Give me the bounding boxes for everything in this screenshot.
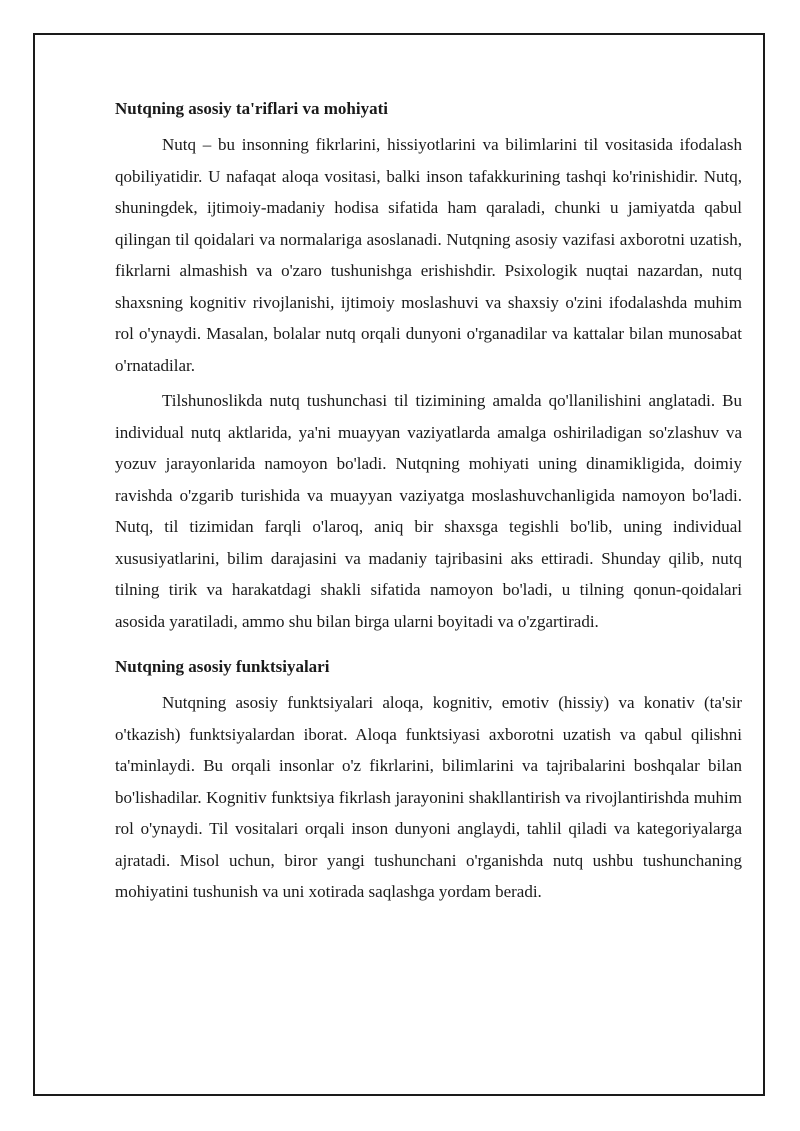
section-heading-functions: Nutqning asosiy funktsiyalari — [115, 657, 330, 676]
paragraph-linguistics: Tilshunoslikda nutq tushunchasi til tizimining amalda qo'llanilishini anglatadi. Bu individual nutq aktlarida, ya'ni muayyan vaziyatlarda amalga oshiriladigan so'zlashuv va yozuv jarayonlarida namoyon bo'ladi. Nutqning mohiyati uning dinamikligida, doimiy ravishda o'zgarib turishida va muayyan vaziyatga moslashuvchanligida namoyon bo'ladi. Nutq, til tizimidan farqli o'laroq, aniq bir shaxsga tegishli bo'lib, uning individual xususiyatlarini, bilim darajasini va madaniy tajribasini aks ettiradi. Shunday qilib, nutq tilning tirik va harakatdagi shakli sifatida namoyon bo'ladi, u tilning qonun-qoidalari asosida yaratiladi, ammo shu bilan birga ularni boyitadi va o'zgartiradi. — [115, 391, 742, 631]
section-heading-definitions: Nutqning asosiy ta'riflari va mohiyati — [115, 99, 388, 118]
section-spacer — [115, 641, 742, 655]
document-body — [115, 97, 742, 912]
paragraph-definition: Nutq – bu insonning fikrlarini, hissiyotlarini va bilimlarini til vositasida ifodalash qobiliyatidir. U nafaqat aloqa vositasi, balki inson tafakkurining tashqi ko'rinishidir. Nutq, shuningdek, ijtimoiy-madaniy hodisa sifatida ham qaraladi, chunki u jamiyatda qabul qilingan til qoidalari va normalariga asoslanadi. Nutqning asosiy vazifasi axborotni uzatish, fikrlarni almashish va o'zaro tushunishga erishishdir. Psixologik nuqtai nazardan, nutq shaxsning kognitiv rivojlanishi, ijtimoiy moslashuvi va shaxsiy o'zini ifodalashda muhim rol o'ynaydi. Masalan, bolalar nutq orqali dunyoni o'rganadilar va kattalar bilan munosabat o'rnatadilar. — [115, 135, 742, 375]
paragraph-functions: Nutqning asosiy funktsiyalari aloqa, kognitiv, emotiv (hissiy) va konativ (ta'sir o'tkazish) funktsiyalardan iborat. Aloqa funktsiyasi axborotni uzatish va qabul qilishni ta'minlaydi. Bu orqali insonlar o'z fikrlarini, bilimlarini va tajribalarini boshqalar bilan bo'lishadilar. Kognitiv funktsiya fikrlash jarayonini shakllantirish va rivojlantirishda muhim rol o'ynaydi. Til vositalari orqali inson dunyoni anglaydi, tahlil qiladi va kategoriyalarga ajratadi. Misol uchun, biror yangi tushunchani o'rganishda nutq ushbu tushunchaning mohiyatini tushunish va uni xotirada saqlashga yordam beradi. — [115, 693, 742, 901]
